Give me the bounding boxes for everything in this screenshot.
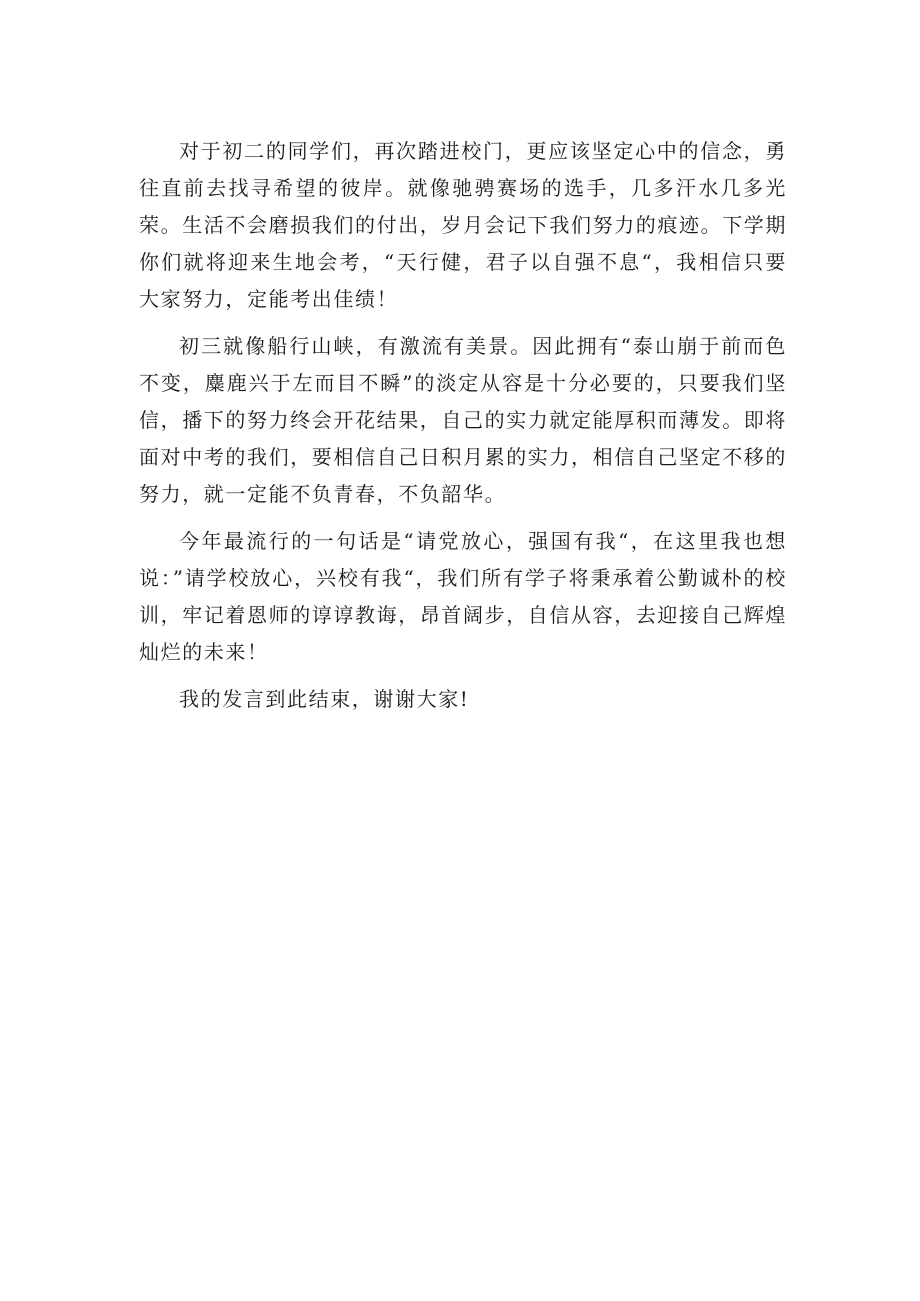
paragraph-grade-two: 对于初二的同学们，再次踏进校门，更应该坚定心中的信念，勇往直前去找寻希望的彼岸。就像驰骋赛场的选手，几多汗水几多光荣。生活不会磨损我们的付出，岁月会记下我们努力的痕迹。下学期你们就将迎来生地会考，“天行健，君子以自强不息“，我相信只要大家努力，定能考出佳绩！ [139, 139, 787, 311]
paragraph-closing: 我的发言到此结束，谢谢大家! [179, 687, 470, 711]
paragraph-motto: 今年最流行的一句话是“请党放心，强国有我“，在这里我也想说：”请学校放心，兴校有我“，我们所有学子将秉承着公勤诚朴的校训，牢记着恩师的谆谆教诲，昂首阔步，自信从容，去迎接自己辉煌灿烂的未来！ [139, 529, 787, 664]
paragraph-grade-three: 初三就像船行山峡，有激流有美景。因此拥有“泰山崩于前而色不变，麋鹿兴于左而目不瞬”的淡定从容是十分必要的，只要我们坚信，播下的努力终会开花结果，自己的实力就定能厚积而薄发。即将面对中考的我们，要相信自己日积月累的实力，相信自己坚定不移的努力，就一定能不负青春，不负韶华。 [139, 334, 787, 506]
document-body [139, 133, 787, 728]
